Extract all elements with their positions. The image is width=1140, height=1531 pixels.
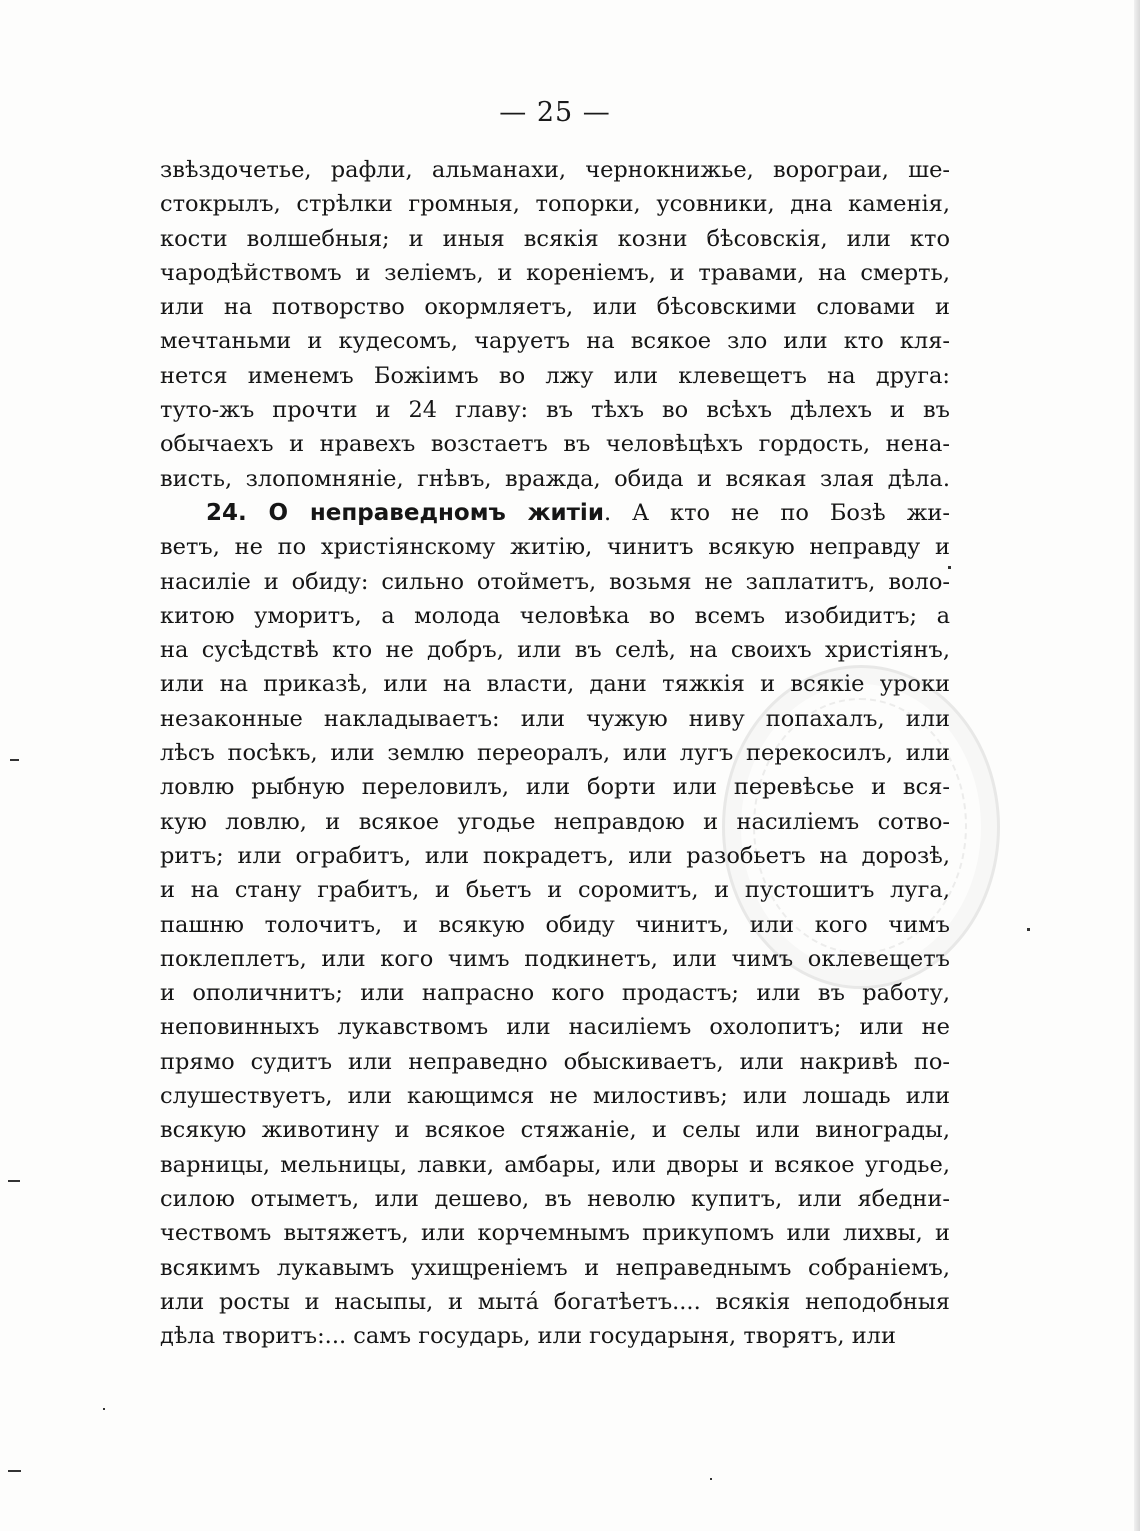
text-line: чародѣйствомъ и зеліемъ, и кореніемъ, и травами, на смерть, (160, 259, 950, 286)
text-line: лѣсъ посѣкъ, или землю переоралъ, или лугъ перекосилъ, или (160, 740, 950, 767)
text-line: насиліе и обиду: сильно отойметъ, возьмя не заплатитъ, воло- (160, 568, 950, 595)
scan-mark (8, 1180, 20, 1182)
text-line: ветъ, не по христіянскому житію, чинитъ всякую неправду и (160, 534, 950, 561)
text-line: ловлю рыбную переловилъ, или борти или перевѣсье и вся- (160, 774, 950, 801)
page-edge (1134, 0, 1140, 1531)
scan-mark (10, 759, 19, 761)
section-first-line-text: . А кто не по Бозѣ жи- (603, 499, 950, 526)
scan-mark (8, 1470, 21, 1472)
scan-mark (948, 566, 951, 569)
text-line: прямо судитъ или неправедно обыскиваетъ, или накривѣ по- (160, 1048, 950, 1075)
text-line: или на приказѣ, или на власти, дани тяжкія и всякіе уроки (160, 671, 950, 698)
text-line: слушествуетъ, или кающимся не милостивъ; или лошадь или (160, 1083, 950, 1110)
text-line: туто-жъ прочти и 24 главу: въ тѣхъ во всѣхъ дѣлехъ и въ (160, 397, 950, 424)
text-line: варницы, мельницы, лавки, амбары, или дворы и всякое угодье, (160, 1151, 950, 1178)
text-line: и ополичнитъ; или напрасно кого продастъ; или въ работу, (160, 980, 950, 1007)
text-line: силою отыметъ, или дешево, въ неволю купитъ, или ябедни- (160, 1185, 950, 1212)
text-line: и на стану грабитъ, и бьетъ и соромитъ, и пустошитъ луга, (160, 877, 950, 904)
text-line: дѣла творитъ:... самъ государь, или государыня, творятъ, или (160, 1323, 896, 1350)
text-line: кую ловлю, и всякое угодье неправдою и насиліемъ сотво- (160, 808, 950, 835)
text-line: чествомъ вытяжетъ, или корчемнымъ прикупомъ или лихвы, и (160, 1220, 950, 1247)
text-line: висть, злопомняніе, гнѣвъ, вражда, обида и всякая злая дѣла. (160, 465, 950, 492)
text-line: незаконные накладываетъ: или чужую ниву попахалъ, или (160, 705, 950, 732)
body-text (160, 153, 950, 1353)
text-line: всякимъ лукавымъ ухищреніемъ и неправеднымъ собраніемъ, (160, 1254, 950, 1281)
page-number: — 25 — (499, 97, 611, 128)
text-line: ритъ; или ограбитъ, или покрадетъ, или разобьетъ на дорозѣ, (160, 842, 950, 869)
scan-mark (103, 1408, 105, 1410)
scan-mark (1027, 928, 1030, 931)
text-line: стокрылъ, стрѣлки громныя, топорки, усовники, дна каменія, (160, 191, 950, 218)
text-line: мечтаньми и кудесомъ, чаруетъ на всякое зло или кто кля- (160, 328, 950, 355)
text-line: неповинныхъ лукавствомъ или насиліемъ охолопитъ; или не (160, 1014, 950, 1041)
text-line: или на потворство окормляетъ, или бѣсовскими словами и (160, 294, 950, 321)
text-line: всякую животину и всякое стяжаніе, и селы или винограды, (160, 1117, 950, 1144)
text-line: нется именемъ Божіимъ во лжу или клевещетъ на друга: (160, 362, 950, 389)
text-line: пашню толочитъ, и всякую обиду чинитъ, или кого чимъ (160, 911, 950, 938)
scan-mark (710, 1478, 712, 1480)
section-24-first-line (160, 496, 950, 530)
section-heading: 24. О неправедномъ житіи (206, 499, 604, 526)
text-line: китою уморитъ, а молода человѣка во всемъ изобидитъ; а (160, 602, 950, 629)
text-line: кости волшебныя; и иныя всякія козни бѣсовскія, или кто (160, 225, 950, 252)
text-line: звѣздочетье, рафли, альманахи, чернокнижье, ворограи, ше- (160, 157, 950, 183)
text-line: или росты и насыпы, и мытá богатѣетъ.... всякія неподобныя (160, 1288, 950, 1315)
text-line: поклеплетъ, или кого чимъ подкинетъ, или чимъ оклевещетъ (160, 945, 950, 972)
text-line: на сусѣдствѣ кто не добръ, или въ селѣ, на своихъ христіянъ, (160, 637, 950, 664)
text-line: обычаехъ и нравехъ возстаетъ въ человѣцѣхъ гордость, нена- (160, 431, 950, 458)
